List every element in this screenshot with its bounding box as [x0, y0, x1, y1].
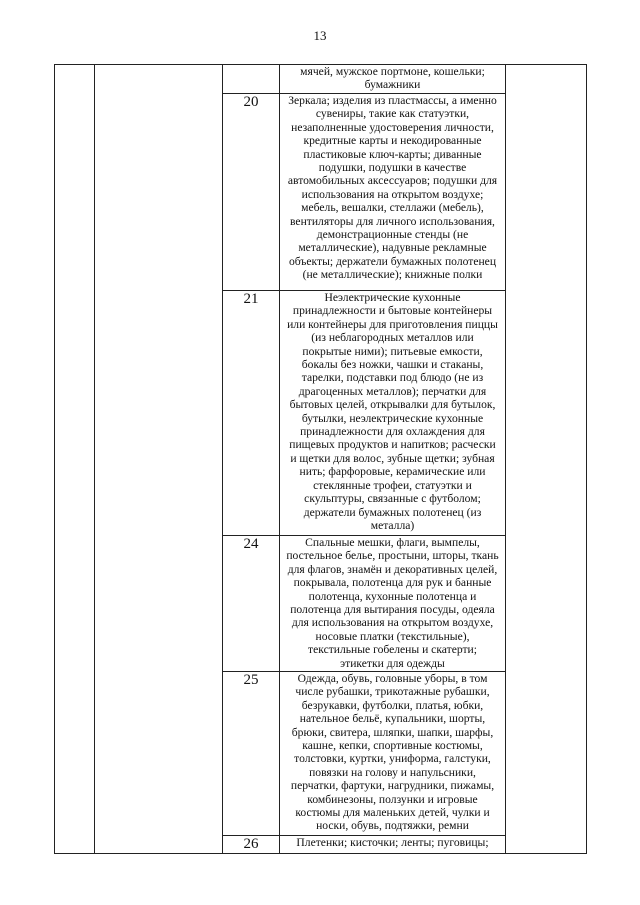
class-number: 21 [223, 291, 280, 536]
table-row [55, 65, 587, 94]
goods-line: полотенца, кухонные полотенца и [308, 589, 477, 603]
goods-line: стеклянные трофеи, статуэтки и [313, 478, 472, 492]
class-number: 20 [223, 94, 280, 291]
goods-line: нить; фарфоровые, керамические или [299, 465, 486, 479]
goods-line: (из неблагородных металлов или [311, 331, 474, 345]
empty-cell-b [95, 65, 223, 854]
goods-line: для использования на открытом воздухе, [291, 616, 494, 630]
goods-line: незаполненные удостоверения личности, [291, 120, 494, 134]
goods-line: этикетки для одежды [340, 656, 445, 670]
goods-description [280, 291, 506, 536]
goods-line: покрывала, полотенца для рук и банные [293, 576, 492, 590]
goods-line: пластиковые ключ-карты; диванные [303, 147, 482, 161]
goods-line: (не металлические); книжные полки [302, 268, 483, 282]
goods-line: Неэлектрические кухонные [324, 291, 461, 304]
empty-cell-a [55, 65, 95, 854]
goods-line: Плетенки; кисточки; ленты; пуговицы; [296, 836, 489, 849]
goods-line: мебель, вешалки, стеллажи (мебель), [301, 201, 484, 215]
goods-line: толстовки, куртки, униформа, галстуки, [294, 752, 491, 766]
goods-line: безрукавки, футболки, платья, юбки, [301, 698, 484, 712]
goods-line: носки, обувь, подтяжки, ремни [316, 819, 469, 833]
goods-description [280, 836, 506, 854]
class-number: 24 [223, 536, 280, 672]
goods-line: текстильные гобелены и скатерти; [308, 643, 477, 657]
goods-line: кредитные карты и некодированные [303, 134, 482, 148]
goods-line: бытовых целей, открывалки для бутылок, [289, 398, 496, 412]
goods-line: кашне, кепки, спортивные костюмы, [302, 739, 483, 753]
goods-line: нательное бельё, купальники, шорты, [299, 712, 486, 726]
goods-line: или контейнеры для приготовления пиццы [287, 317, 498, 331]
goods-services-table [54, 64, 587, 854]
goods-line: принадлежности для охлаждения для [300, 425, 485, 439]
goods-line: постельное белье, простыни, шторы, ткань [286, 549, 499, 563]
class-number [223, 65, 280, 94]
goods-line: драгоценных металлов); перчатки для [298, 384, 487, 398]
goods-line: металла) [370, 518, 415, 532]
goods-line: брюки, свитера, шляпки, шапки, шарфы, [291, 725, 494, 739]
class-number: 26 [223, 836, 280, 854]
goods-line: бокалы без ножки, чашки и стаканы, [301, 358, 484, 372]
goods-line: бутылки, неэлектрические кухонные [301, 411, 484, 425]
goods-line: Спальные мешки, флаги, вымпелы, [305, 536, 480, 549]
goods-line: покрытые ними); питьевые емкости, [302, 344, 483, 358]
goods-line: числе рубашки, трикотажные рубашки, [295, 685, 490, 699]
goods-line: объекты; держатели бумажных полотенец [288, 254, 497, 268]
goods-line: автомобильных аксессуаров; подушки для [287, 174, 498, 188]
goods-line: скульптуры, связанные с футболом; [304, 492, 481, 506]
goods-line: и щетки для волос, зубные щетки; зубная [290, 451, 495, 465]
goods-line: для флагов, знамён и декоративных целей, [287, 562, 498, 576]
goods-line: комбинезоны, ползунки и игровые [307, 792, 478, 806]
goods-description [280, 672, 506, 836]
goods-line: использования на открытом воздухе; [301, 187, 484, 201]
goods-line: Зеркала; изделия из пластмассы, а именно [288, 94, 497, 107]
goods-line: костюмы для маленьких детей, чулки и [295, 806, 490, 820]
goods-line: принадлежности и бытовые контейнеры [292, 304, 493, 318]
goods-description [280, 65, 506, 94]
goods-line: носовые платки (текстильные), [315, 629, 470, 643]
goods-line: вентиляторы для личного использования, [290, 214, 495, 228]
goods-line: тарелки, подставки под блюдо (не из [301, 371, 484, 385]
goods-line: пищевых продуктов и напитков; расчески [289, 438, 496, 452]
goods-line: Одежда, обувь, головные уборы, в том [297, 672, 488, 685]
goods-line: металлические), надувные рекламные [298, 241, 487, 255]
class-number: 25 [223, 672, 280, 836]
goods-line: повязки на голову и напульсники, [309, 765, 476, 779]
goods-line: мячей, мужское портмоне, кошельки; [300, 65, 485, 78]
goods-line: подушки, подушки в качестве [318, 161, 467, 175]
goods-line: сувениры, такие как статуэтки, [315, 107, 470, 121]
goods-line: бумажники [364, 78, 421, 92]
goods-line: перчатки, фартуки, нагрудники, пижамы, [290, 779, 495, 793]
empty-cell-e [506, 65, 587, 854]
goods-line: полотенца для вытирания посуды, одеяла [290, 603, 495, 617]
page-number: 13 [313, 28, 327, 43]
goods-description [280, 536, 506, 672]
goods-line: держатели бумажных полотенец (из [303, 505, 482, 519]
goods-line: демонстрационные стенды (не [316, 228, 469, 242]
goods-description [280, 94, 506, 291]
